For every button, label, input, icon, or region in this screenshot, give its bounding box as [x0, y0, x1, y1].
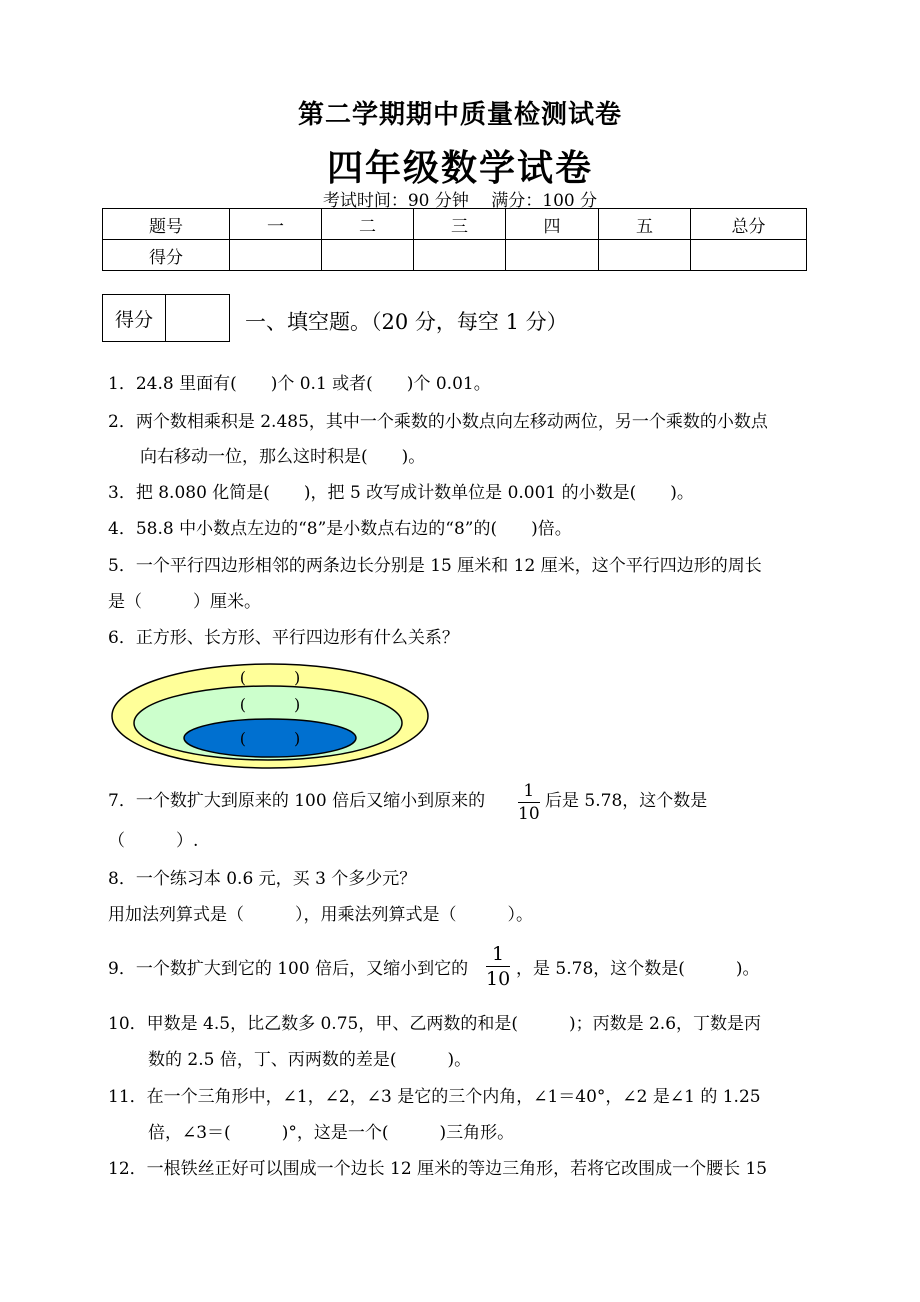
question-7-fraction — [518, 781, 540, 824]
section-title: 一、填空题。（20 分，每空 1 分） — [245, 310, 568, 334]
question-5-line-2: 是（ ）厘米。 — [108, 592, 261, 612]
score-table-cell: 一 — [230, 209, 322, 240]
score-table-cell: 五 — [599, 209, 691, 240]
score-table-cell: 四 — [506, 209, 599, 240]
shape-relation-diagram — [108, 662, 432, 772]
score-entry-cell[interactable] — [506, 240, 599, 271]
section-score-label: 得分 — [103, 295, 166, 341]
score-entry-cell[interactable] — [322, 240, 414, 271]
outer-blank[interactable]: ( ) — [239, 668, 301, 687]
exam-title: 第二学期期中质量检测试卷 — [297, 100, 622, 130]
question-9-fraction — [486, 943, 510, 990]
score-table — [102, 208, 807, 271]
fraction-numerator: 1 — [523, 781, 535, 801]
score-entry-cell[interactable] — [599, 240, 691, 271]
question-1: 1．24.8 里面有( )个 0.1 或者( )个 0.01。 — [108, 374, 491, 394]
question-10-line-1: 10．甲数是 4.5，比乙数多 0.75，甲、乙两数的和是( )；丙数是 2.6，丁数是丙 — [108, 1014, 762, 1034]
score-entry-cell[interactable] — [691, 240, 807, 271]
question-8-line-1: 8．一个练习本 0.6 元，买 3 个多少元？ — [108, 869, 417, 889]
score-table-score-row — [103, 240, 807, 271]
question-5-line-1: 5．一个平行四边形相邻的两条边长分别是 15 厘米和 12 厘米，这个平行四边形的周长 — [108, 556, 762, 576]
question-12-line-1: 12．一根铁丝正好可以围成一个边长 12 厘米的等边三角形，若将它改围成一个腰长 15 — [108, 1159, 768, 1179]
exam-info: 考试时间：90 分钟 满分：100 分 — [322, 191, 598, 211]
score-table-cell: 总分 — [691, 209, 807, 240]
question-4: 4．58.8 中小数点左边的“8”是小数点右边的“8”的( )倍。 — [108, 519, 572, 539]
score-entry-cell[interactable] — [230, 240, 322, 271]
score-table-cell: 二 — [322, 209, 414, 240]
fraction-numerator: 1 — [492, 943, 505, 965]
question-11-line-1: 11．在一个三角形中，∠1，∠2，∠3 是它的三个内角，∠1＝40°，∠2 是∠1 的 1.25 — [108, 1087, 761, 1107]
score-table-cell: 题号 — [103, 209, 230, 240]
question-10-line-2: 数的 2.5 倍，丁、丙两数的差是( )。 — [148, 1050, 472, 1070]
question-9-part-1: 9．一个数扩大到它的 100 倍后，又缩小到它的 — [108, 959, 469, 979]
question-6: 6．正方形、长方形、平行四边形有什么关系？ — [108, 628, 459, 648]
score-table-header-row — [103, 209, 807, 240]
inner-blank[interactable]: ( ) — [239, 729, 301, 748]
fraction-denominator: 10 — [518, 804, 540, 824]
score-table-cell: 三 — [414, 209, 506, 240]
fraction-denominator: 10 — [486, 968, 511, 990]
question-7-line-1-part-1: 7．一个数扩大到原来的 100 倍后又缩小到原来的 — [108, 791, 486, 811]
question-8-line-2: 用加法列算式是（ ），用乘法列算式是（ ）。 — [108, 905, 533, 925]
question-11-line-2: 倍，∠3＝( )°，这是一个( )三角形。 — [148, 1123, 515, 1143]
fraction-bar — [518, 802, 540, 803]
question-9-part-2: ，是 5.78，这个数是( )。 — [516, 959, 760, 979]
section-score-blank[interactable] — [166, 295, 229, 341]
question-7-line-2: （ ）. — [108, 831, 199, 851]
question-2-line-2: 向右移动一位，那么这时积是( )。 — [140, 447, 426, 467]
question-7-line-1-part-2: 后是 5.78，这个数是 — [545, 791, 708, 811]
middle-blank[interactable]: ( ) — [239, 695, 301, 714]
section-score-box — [102, 294, 230, 342]
question-3: 3．把 8.080 化简是( )，把 5 改写成计数单位是 0.001 的小数是( )。 — [108, 483, 694, 503]
question-2-line-1: 2．两个数相乘积是 2.485，其中一个乘数的小数点向左移动两位，另一个乘数的小数点 — [108, 412, 768, 432]
fraction-bar — [486, 966, 510, 967]
score-table-cell: 得分 — [103, 240, 230, 271]
exam-subtitle: 四年级数学试卷 — [326, 147, 593, 189]
score-entry-cell[interactable] — [414, 240, 506, 271]
